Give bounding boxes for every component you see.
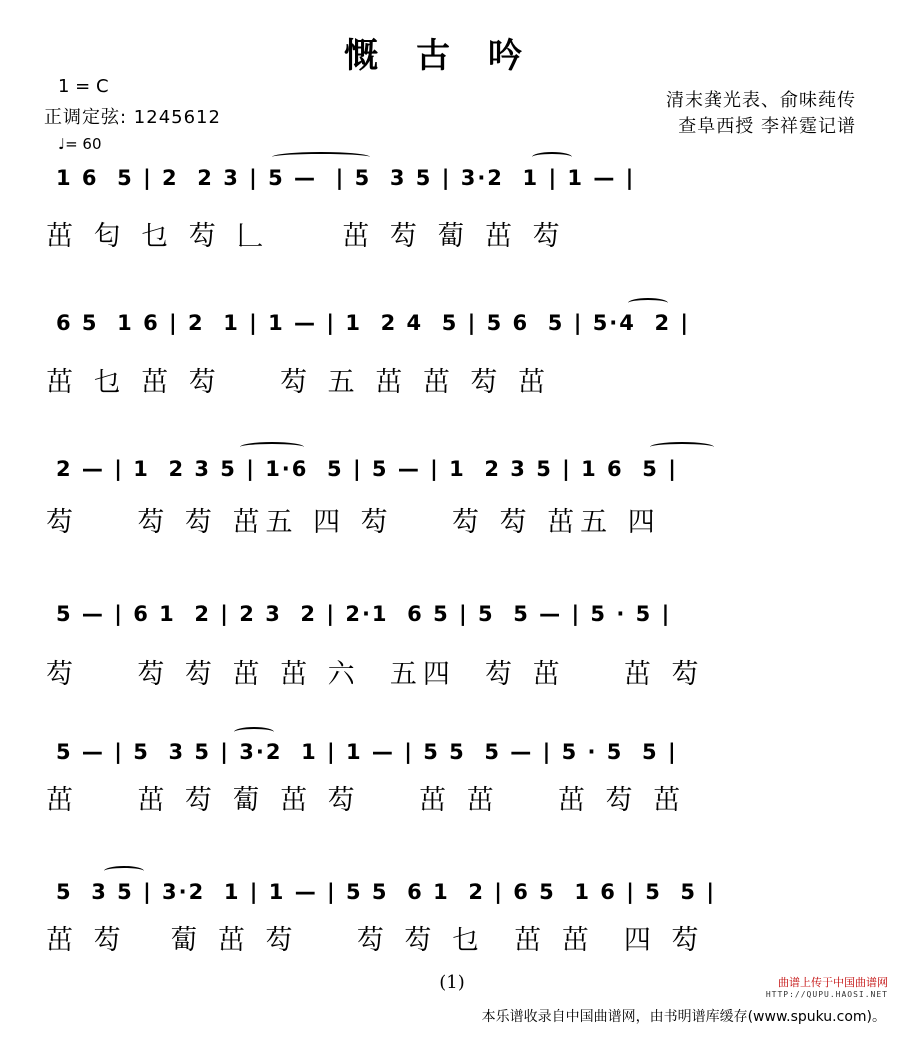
tempo-marking: ♩= 60 bbox=[58, 135, 102, 153]
credit-line: 清末龚光表、俞味莼传 bbox=[666, 90, 856, 111]
jianzipu-tablature-line: 茁 茁 芶 蔔 茁 芶 茁 茁 茁 芶 茁 bbox=[46, 785, 687, 816]
jianpu-staff-line: 1 6 5 | 2 2 3 | 5 — | 5 3 5 | 3·2 1 | 1 — | bbox=[56, 166, 636, 190]
jianzipu-tablature-line: 芶 芶 芶 茁 茁 六 五四 芶 茁 茁 芶 bbox=[46, 659, 705, 690]
jianpu-staff-line: 6 5 1 6 | 2 1 | 1 — | 1 2 4 5 | 5 6 5 | 5·4 2 | bbox=[56, 311, 691, 335]
jianzipu-tablature-line: 茁 乜 茁 芶 芶 五 茁 茁 芶 茁 bbox=[46, 367, 551, 398]
jianzipu-tablature-line: 茁 匂 乜 芶 𠃊 茁 芶 蔔 茁 芶 bbox=[46, 221, 566, 252]
jianzipu-tablature-line: 茁 芶 蔔 茁 芶 芶 芶 乜 茁 茁 四 芶 bbox=[46, 925, 705, 956]
credit-line: 查阜西授 李祥霆记谱 bbox=[678, 116, 856, 137]
tuning-label: 正调定弦: 1245612 bbox=[44, 107, 221, 128]
key-signature: 1 = C bbox=[58, 76, 109, 97]
tie-arc bbox=[272, 152, 370, 162]
tie-arc bbox=[240, 442, 304, 452]
jianpu-staff-line: 5 3 5 | 3·2 1 | 1 — | 5 5 6 1 2 | 6 5 1 6 | 5 5 | bbox=[56, 880, 717, 904]
jianzipu-tablature-line: 芶 芶 芶 茁五 四 芶 芶 芶 茁五 四 bbox=[46, 507, 661, 538]
jianpu-staff-line: 2 — | 1 2 3 5 | 1·6 5 | 5 — | 1 2 3 5 | 1 6 5 | bbox=[56, 457, 678, 481]
tie-arc bbox=[532, 152, 572, 162]
footer-note: 本乐谱收录自中国曲谱网，由书明谱库缓存(www.spuku.com)。 bbox=[481, 1009, 886, 1025]
jianpu-staff-line: 5 — | 6 1 2 | 2 3 2 | 2·1 6 5 | 5 5 — | 5 · 5 | bbox=[56, 602, 672, 626]
tie-arc bbox=[234, 727, 274, 737]
site-watermark bbox=[748, 974, 888, 1000]
tie-arc bbox=[650, 442, 714, 452]
page-number: (1) bbox=[439, 972, 465, 993]
page-title: 慨古吟 bbox=[344, 36, 560, 76]
site-watermark-url: HTTP://QUPU.HAOSI.NET bbox=[765, 990, 888, 999]
tie-arc bbox=[628, 298, 668, 308]
tie-arc bbox=[104, 866, 144, 876]
jianpu-staff-line: 5 — | 5 3 5 | 3·2 1 | 1 — | 5 5 5 — | 5 · 5 5 | bbox=[56, 740, 678, 764]
site-watermark-text: 曲谱上传于中国曲谱网 bbox=[778, 976, 888, 989]
